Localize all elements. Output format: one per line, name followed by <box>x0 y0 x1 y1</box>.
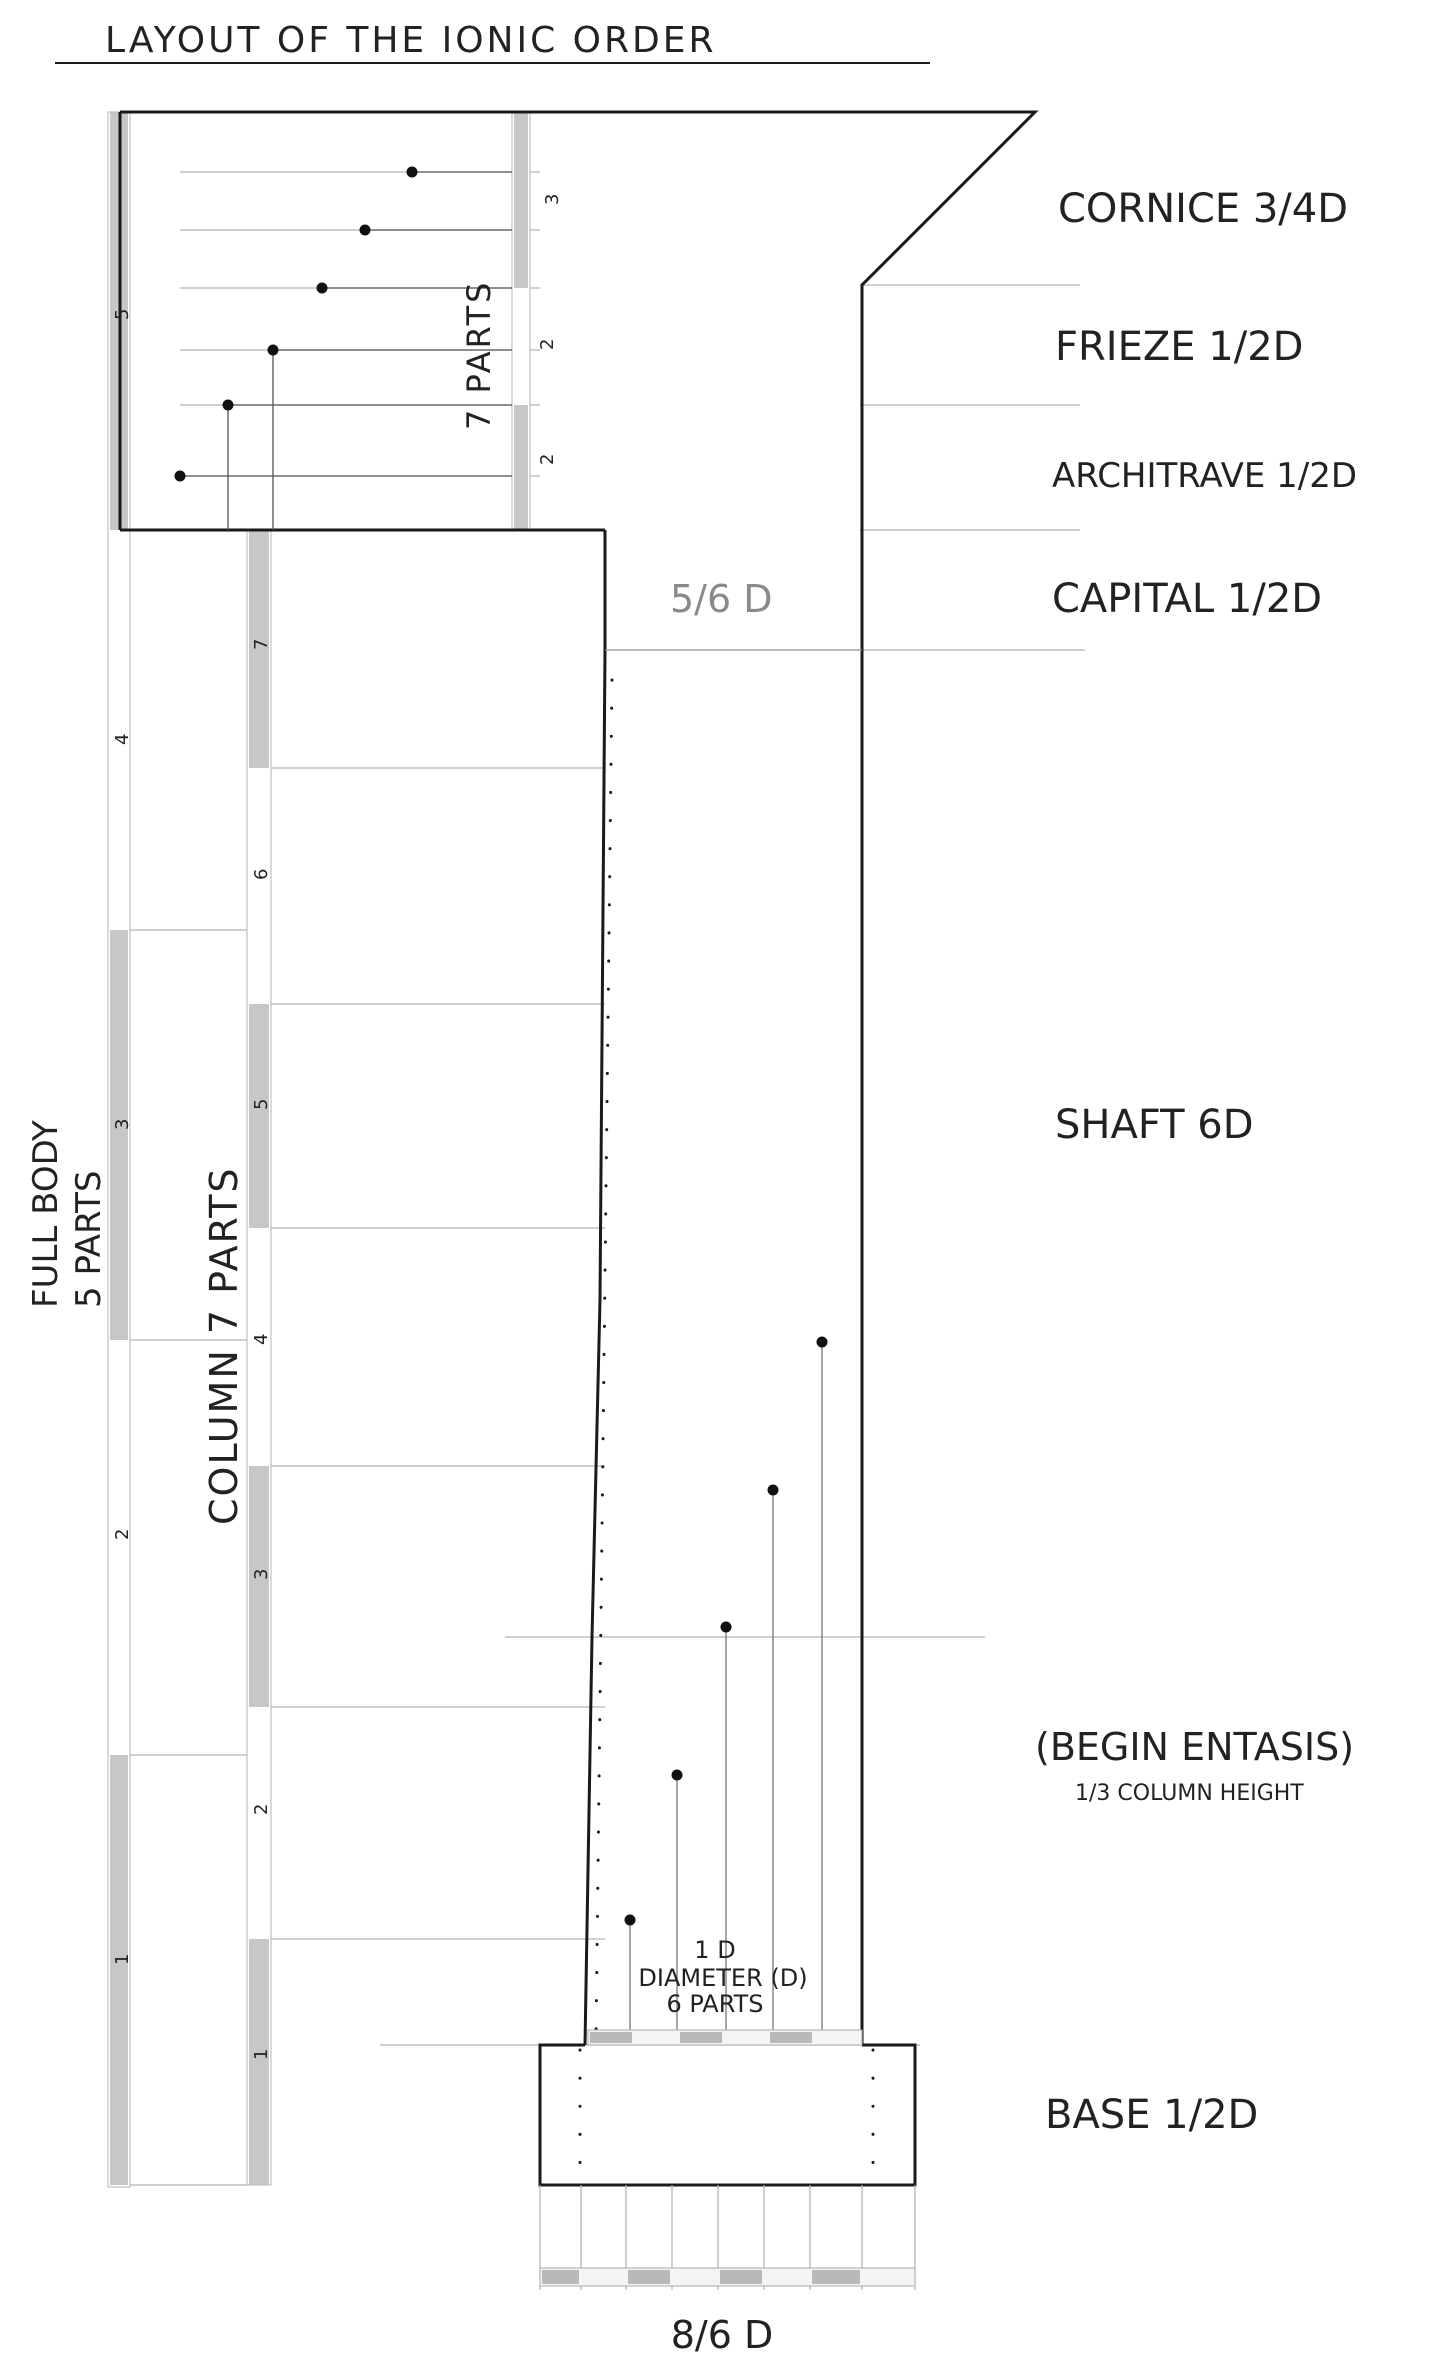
plinth-width-note: 8/6 D <box>670 2313 774 2357</box>
entablature-numbers <box>537 194 563 465</box>
plinth-scale <box>540 2185 915 2290</box>
full-body-number-3: 3 <box>112 1118 133 1130</box>
diameter-marker-dot-1 <box>625 1915 636 1926</box>
entablature-number-architrave: 2 <box>537 453 558 465</box>
entablature-scale <box>512 112 530 530</box>
column-seg-3 <box>249 1466 269 1707</box>
entablature-seg-cornice <box>514 112 528 288</box>
full-body-number-2: 2 <box>112 1528 133 1540</box>
full-body-note <box>26 1120 109 1308</box>
diameter-strip <box>588 2030 862 2045</box>
capital-width-note: 5/6 D <box>670 577 773 621</box>
column-number-2: 2 <box>251 1803 272 1815</box>
base-plinth <box>540 2045 915 2185</box>
full-body-number-1: 1 <box>112 1953 133 1965</box>
diameter-marker-dot-3 <box>721 1622 732 1633</box>
full-body-note-line1: FULL BODY <box>26 1120 66 1308</box>
marker-dot-3 <box>317 283 328 294</box>
plinth-scale-seg-5 <box>720 2270 762 2284</box>
entablature-number-cornice: 3 <box>542 193 563 205</box>
full-body-seg-3 <box>110 930 128 1340</box>
column-number-5: 5 <box>251 1098 272 1110</box>
diameter-note-line3: 6 PARTS <box>666 1990 764 2018</box>
label-entasis-note: 1/3 COLUMN HEIGHT <box>1075 1781 1304 1806</box>
column-number-6: 6 <box>251 868 272 880</box>
column-scale <box>247 530 271 2185</box>
full-body-number-5: 5 <box>112 308 133 320</box>
column-number-3: 3 <box>251 1568 272 1580</box>
marker-dot-2 <box>360 225 371 236</box>
label-architrave: ARCHITRAVE 1/2D <box>1052 456 1358 496</box>
plinth-scale-seg-3 <box>628 2270 670 2284</box>
diameter-strip-seg-5 <box>770 2032 812 2043</box>
diameter-marker-dot-5 <box>817 1337 828 1348</box>
diameter-marker-dot-2 <box>672 1770 683 1781</box>
column-number-7: 7 <box>251 638 272 650</box>
marker-dot-4 <box>268 345 279 356</box>
entablature-number-frieze: 2 <box>537 338 558 350</box>
diameter-note-line1: 1 D <box>694 1936 736 1964</box>
part-labels <box>1035 186 1357 2138</box>
label-begin-entasis: (BEGIN ENTASIS) <box>1035 1725 1355 1769</box>
column-number-1: 1 <box>251 2048 272 2060</box>
entablature-parts-note: 7 PARTS <box>460 279 498 430</box>
full-body-seg-1 <box>110 1755 128 2185</box>
marker-dot-1 <box>407 167 418 178</box>
full-body-note-line2: 5 PARTS <box>69 1170 109 1308</box>
column-number-4: 4 <box>251 1333 272 1345</box>
label-base: BASE 1/2D <box>1045 2092 1259 2138</box>
column-left-profile <box>585 530 605 2045</box>
drawing-title: LAYOUT OF THE IONIC ORDER <box>105 20 717 61</box>
diameter-marker-dot-4 <box>768 1485 779 1496</box>
diameter-note <box>638 1936 807 2018</box>
diameter-strip-seg-3 <box>680 2032 722 2043</box>
plinth-scale-seg-1 <box>542 2270 579 2284</box>
label-frieze: FRIEZE 1/2D <box>1055 324 1304 370</box>
label-capital: CAPITAL 1/2D <box>1052 576 1323 622</box>
label-cornice: CORNICE 3/4D <box>1058 186 1349 232</box>
diameter-note-line2: DIAMETER (D) <box>638 1964 808 1992</box>
marker-dot-6 <box>175 471 186 482</box>
entablature-marker-dots <box>175 167 418 482</box>
full-body-number-4: 4 <box>112 733 133 745</box>
diameter-strip-seg-1 <box>590 2032 632 2043</box>
marker-dot-5 <box>223 400 234 411</box>
column-parts-note: COLUMN 7 PARTS <box>202 1166 246 1525</box>
entablature-seg-architrave <box>514 405 528 530</box>
column-seg-1 <box>249 1939 269 2185</box>
column-seg-5 <box>249 1004 269 1228</box>
plinth-scale-seg-7 <box>812 2270 860 2284</box>
label-shaft: SHAFT 6D <box>1055 1102 1254 1148</box>
